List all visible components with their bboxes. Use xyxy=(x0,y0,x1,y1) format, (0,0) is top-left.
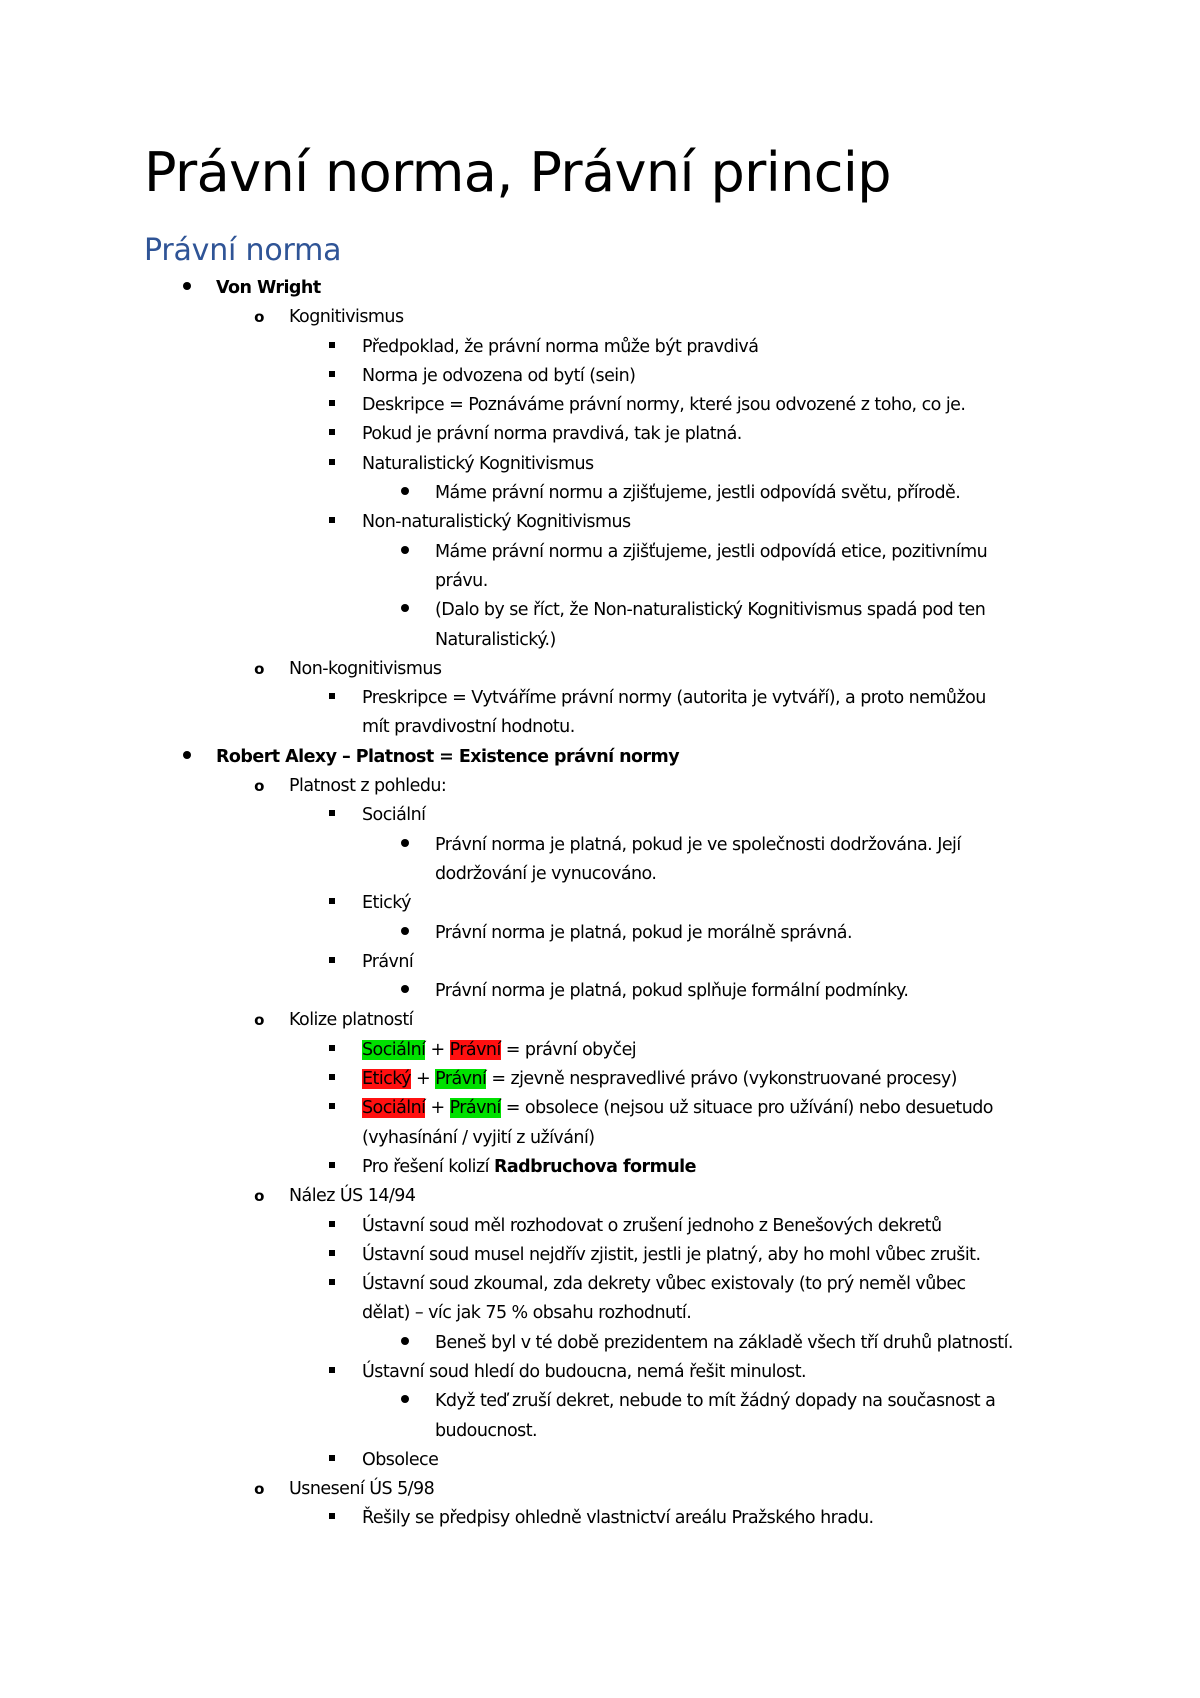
bullet-dot-icon xyxy=(180,274,194,303)
list-item-continuation xyxy=(0,860,1200,889)
bullet-square-icon xyxy=(325,508,339,537)
list-item-continuation xyxy=(0,1124,1200,1153)
list-item-continuation xyxy=(0,1299,1200,1328)
item-text: Ústavní soud zkoumal, zda dekrety vůbec existovaly (to prý neměl vůbec xyxy=(362,1274,966,1295)
list-item-continuation xyxy=(0,567,1200,596)
list-item xyxy=(0,303,1200,332)
item-text: budoucnost. xyxy=(435,1420,538,1441)
list-item xyxy=(0,889,1200,918)
bullet-square-icon xyxy=(325,362,339,391)
item-text: Robert Alexy – Platnost = Existence právní normy xyxy=(216,746,680,767)
section-heading: Právní norma xyxy=(144,233,342,268)
list-item xyxy=(0,1182,1200,1211)
bullet-square-icon xyxy=(325,1065,339,1094)
bullet-square-icon xyxy=(325,801,339,830)
item-text: Ústavní soud měl rozhodovat o zrušení jednoho z Benešových dekretů xyxy=(362,1215,942,1236)
bullet-square-icon xyxy=(325,948,339,977)
bullet-square-icon xyxy=(325,1094,339,1123)
bullet-circle-icon: o xyxy=(254,1011,264,1030)
bullet-square-icon xyxy=(325,1241,339,1270)
list-item xyxy=(0,274,1200,303)
item-text: Právní norma je platná, pokud splňuje formální podmínky. xyxy=(435,981,909,1002)
list-item xyxy=(0,684,1200,713)
item-text: dodržování je vynucováno. xyxy=(435,863,657,884)
list-item xyxy=(0,450,1200,479)
highlight-red: Etický xyxy=(362,1069,411,1090)
bullet-circle-icon: o xyxy=(254,308,264,327)
bullet-dot-icon xyxy=(398,919,412,948)
bullet-square-icon xyxy=(325,333,339,362)
item-text: Naturalistický Kognitivismus xyxy=(362,453,594,474)
bullet-square-icon xyxy=(325,450,339,479)
bullet-dot-icon xyxy=(398,596,412,625)
list-item xyxy=(0,1446,1200,1475)
list-item xyxy=(0,538,1200,567)
bullet-dot-icon xyxy=(180,743,194,772)
bullet-dot-icon xyxy=(398,479,412,508)
item-text: (Dalo by se říct, že Non-naturalistický Kognitivismus spadá pod ten xyxy=(435,600,986,621)
bullet-circle-icon: o xyxy=(254,659,264,678)
item-text: Řešily se předpisy ohledně vlastnictví areálu Pražského hradu. xyxy=(362,1508,874,1529)
bullet-square-icon xyxy=(325,1270,339,1299)
list-item xyxy=(0,1006,1200,1035)
list-item xyxy=(0,1270,1200,1299)
list-item: Sociální + Právní = právní obyčej xyxy=(0,1036,1200,1065)
list-item xyxy=(0,596,1200,625)
document-title: Právní norma, Právní princip xyxy=(144,141,891,204)
list-item xyxy=(0,420,1200,449)
list-item xyxy=(0,977,1200,1006)
list-item xyxy=(0,391,1200,420)
list-item xyxy=(0,1241,1200,1270)
list-item xyxy=(0,772,1200,801)
bullet-square-icon xyxy=(325,684,339,713)
list-item xyxy=(0,1475,1200,1504)
list-item-continuation xyxy=(0,1417,1200,1446)
bullet-square-icon xyxy=(325,889,339,918)
bullet-dot-icon xyxy=(398,1387,412,1416)
item-text: Preskripce = Vytváříme právní normy (autorita je vytváří), a proto nemůžou xyxy=(362,688,986,709)
bullet-square-icon xyxy=(325,391,339,420)
list-item xyxy=(0,919,1200,948)
item-text: Máme právní normu a zjišťujeme, jestli odpovídá světu, přírodě. xyxy=(435,483,961,504)
highlight-green: Právní xyxy=(449,1098,501,1119)
item-text: Platnost z pohledu: xyxy=(289,776,447,797)
list-item xyxy=(0,1387,1200,1416)
bullet-square-icon xyxy=(325,1504,339,1533)
item-text: Non-kognitivismus xyxy=(289,658,442,679)
item-text: Nález ÚS 14/94 xyxy=(289,1186,416,1207)
list-item xyxy=(0,479,1200,508)
item-text: mít pravdivostní hodnotu. xyxy=(362,717,575,738)
item-text: Von Wright xyxy=(216,278,321,298)
item-text: Etický xyxy=(362,893,411,914)
item-text: Obsolece xyxy=(362,1449,439,1470)
bullet-square-icon xyxy=(325,1153,339,1182)
item-text: právu. xyxy=(435,570,488,591)
bullet-square-icon xyxy=(325,1036,339,1065)
item-text: Kognitivismus xyxy=(289,307,404,328)
list-item: Pro řešení kolizí Radbruchova formule xyxy=(0,1153,1200,1182)
bullet-square-icon xyxy=(325,1212,339,1241)
list-item xyxy=(0,655,1200,684)
list-item: Sociální + Právní = obsolece (nejsou už situace pro užívání) nebo desuetudo xyxy=(0,1094,1200,1123)
item-text: Právní norma je platná, pokud je morálně správná. xyxy=(435,922,852,943)
item-text: Kolize platností xyxy=(289,1010,413,1031)
bullet-dot-icon xyxy=(398,538,412,567)
item-text: Usnesení ÚS 5/98 xyxy=(289,1479,435,1500)
bullet-circle-icon: o xyxy=(254,1480,264,1499)
list-item-continuation xyxy=(0,713,1200,742)
list-item: Etický + Právní = zjevně nespravedlivé právo (vykonstruované procesy) xyxy=(0,1065,1200,1094)
item-text: Norma je odvozena od bytí (sein) xyxy=(362,365,636,386)
item-text: Když teď zruší dekret, nebude to mít žádný dopady na současnost a xyxy=(435,1391,996,1412)
item-text: Deskripce = Poznáváme právní normy, které jsou odvozené z toho, co je. xyxy=(362,395,966,416)
item-text: Non-naturalistický Kognitivismus xyxy=(362,512,631,533)
item-text: Právní xyxy=(362,951,414,972)
bullet-square-icon xyxy=(325,1446,339,1475)
item-text: Právní norma je platná, pokud je ve společnosti dodržována. Její xyxy=(435,834,961,855)
bullet-circle-icon: o xyxy=(254,1187,264,1206)
list-item xyxy=(0,948,1200,977)
highlight-red: Právní xyxy=(449,1039,501,1060)
list-item xyxy=(0,1504,1200,1533)
item-text: Ústavní soud hledí do budoucna, nemá řešit minulost. xyxy=(362,1361,807,1382)
list-item-continuation xyxy=(0,626,1200,655)
item-text: dělat) – víc jak 75 % obsahu rozhodnutí. xyxy=(362,1303,692,1324)
list-item xyxy=(0,362,1200,391)
outline-list xyxy=(0,274,1200,1534)
list-item xyxy=(0,801,1200,830)
item-text: Máme právní normu a zjišťujeme, jestli odpovídá etice, pozitivnímu xyxy=(435,541,988,562)
item-text: Naturalistický.) xyxy=(435,629,556,650)
list-item xyxy=(0,333,1200,362)
item-text: Pokud je právní norma pravdivá, tak je platná. xyxy=(362,424,742,445)
list-item xyxy=(0,1329,1200,1358)
bullet-dot-icon xyxy=(398,1329,412,1358)
bullet-dot-icon xyxy=(398,831,412,860)
list-item xyxy=(0,508,1200,537)
list-item xyxy=(0,1212,1200,1241)
highlight-red: Sociální xyxy=(362,1098,426,1119)
list-item xyxy=(0,743,1200,772)
highlight-green: Právní xyxy=(435,1069,487,1090)
item-text: Předpoklad, že právní norma může být pravdivá xyxy=(362,336,759,357)
highlight-green: Sociální xyxy=(362,1039,426,1060)
bullet-dot-icon xyxy=(398,977,412,1006)
bullet-square-icon xyxy=(325,1358,339,1387)
list-item xyxy=(0,1358,1200,1387)
list-item xyxy=(0,831,1200,860)
item-text: (vyhasínání / vyjití z užívání) xyxy=(362,1127,595,1148)
bullet-square-icon xyxy=(325,420,339,449)
bullet-circle-icon: o xyxy=(254,777,264,796)
item-text: Ústavní soud musel nejdřív zjistit, jestli je platný, aby ho mohl vůbec zrušit. xyxy=(362,1244,981,1265)
item-text: Beneš byl v té době prezidentem na základě všech tří druhů platností. xyxy=(435,1332,1013,1353)
item-text: Sociální xyxy=(362,805,426,826)
